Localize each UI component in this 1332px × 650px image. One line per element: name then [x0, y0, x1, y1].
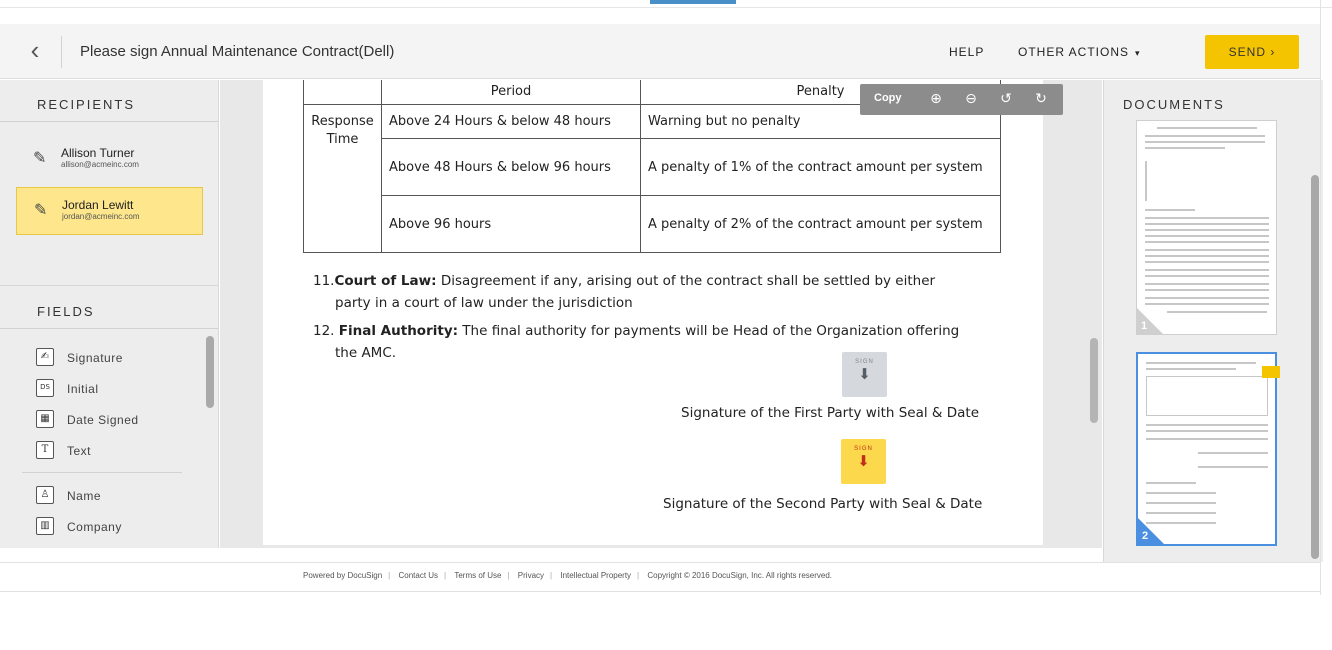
clause-heading: Court of Law:	[334, 273, 437, 289]
table-header-cell: Period	[382, 80, 641, 105]
group-label-line: Time	[326, 132, 359, 147]
clause-court-of-law	[313, 270, 1013, 314]
table-group-cell	[304, 105, 382, 253]
table-cell-penalty: A penalty of 1% of the contract amount per system	[641, 139, 1001, 196]
table-cell-penalty: Warning but no penalty	[641, 105, 1001, 139]
signature-flag-icon	[1262, 366, 1280, 378]
document-scrollbar[interactable]	[1090, 338, 1098, 423]
footer	[0, 562, 1320, 592]
divider	[0, 285, 219, 286]
page-number: 1	[1141, 320, 1148, 332]
group-label-line: Response	[311, 114, 374, 129]
clause-text: Disagreement if any, arising out of the contract shall be settled by either	[436, 273, 936, 289]
download-arrow-icon: ⬇	[857, 453, 870, 470]
back-button[interactable]	[20, 36, 50, 66]
chevron-left-icon: ‹	[30, 35, 40, 65]
sign-tag-label: SIGN	[854, 446, 873, 452]
pen-icon: ✎	[33, 150, 47, 167]
signature-caption-second-party: Signature of the Second Party with Seal & Date	[663, 496, 983, 512]
calendar-icon: ▦	[36, 410, 54, 428]
caret-down-icon: ▾	[1135, 48, 1141, 58]
page-thumbnail-1[interactable]	[1136, 120, 1277, 335]
divider	[22, 472, 182, 473]
table-header-cell: Penalty	[641, 80, 1001, 105]
page-toolbar	[860, 84, 1063, 115]
send-button[interactable]: SEND ›	[1205, 35, 1299, 69]
clause-heading: Final Authority:	[338, 323, 459, 339]
table-cell-period: Above 48 Hours & below 96 hours	[382, 139, 641, 196]
zoom-in-icon[interactable]: ⊕	[930, 91, 942, 107]
recipient-name: Jordan Lewitt	[62, 198, 134, 212]
field-label: Signature	[67, 351, 123, 365]
recipient-name: Allison Turner	[61, 146, 135, 160]
signing-header	[0, 24, 1320, 79]
documents-panel	[1103, 80, 1323, 562]
clause-number: 12.	[313, 323, 335, 339]
document-page	[263, 80, 1043, 545]
field-label: Initial	[67, 382, 99, 396]
window-edge	[1320, 0, 1321, 595]
copy-button[interactable]: Copy	[874, 92, 902, 104]
table-row	[304, 196, 1001, 253]
field-label: Company	[67, 520, 122, 534]
field-label: Name	[67, 489, 102, 503]
left-panel	[0, 80, 219, 548]
other-actions-menu[interactable]	[1018, 45, 1141, 59]
contact-us-link[interactable]: Contact Us	[398, 571, 439, 580]
sign-tag-second-party[interactable]	[841, 439, 886, 484]
footer-links: Powered by DocuSign | Contact Us | Terms of Use | Privacy | Intellectual Property | Copyright © 2016 DocuSign, Inc. All rights reserved.	[297, 571, 838, 580]
field-label: Date Signed	[67, 413, 139, 427]
left-panel-scrollbar[interactable]	[206, 336, 214, 408]
table-cell-period: Above 96 hours	[382, 196, 641, 253]
field-label: Text	[67, 444, 92, 458]
table-row	[304, 139, 1001, 196]
copyright-text: Copyright © 2016 DocuSign, Inc. All rights reserved.	[647, 571, 833, 580]
divider	[0, 121, 219, 122]
clause-text: The final authority for payments will be Head of the Organization offering	[458, 323, 960, 339]
clause-continuation: the AMC.	[335, 345, 397, 361]
table-cell-period: Above 24 Hours & below 48 hours	[382, 105, 641, 139]
documents-heading: DOCUMENTS	[1123, 97, 1225, 112]
other-actions-label: OTHER ACTIONS	[1018, 45, 1130, 59]
rotate-right-icon[interactable]: ↻	[1035, 91, 1047, 107]
company-icon: ▥	[36, 517, 54, 535]
sign-tag-first-party[interactable]	[842, 352, 887, 397]
page-number: 2	[1142, 530, 1149, 542]
table-cell-penalty: A penalty of 2% of the contract amount per system	[641, 196, 1001, 253]
initial-icon: DS	[36, 379, 54, 397]
intellectual-property-link[interactable]: Intellectual Property	[560, 571, 632, 580]
zoom-out-icon[interactable]: ⊖	[965, 91, 977, 107]
privacy-link[interactable]: Privacy	[517, 571, 545, 580]
terms-of-use-link[interactable]: Terms of Use	[454, 571, 502, 580]
top-strip	[0, 0, 1332, 8]
clause-continuation: party in a court of law under the jurisdiction	[335, 295, 633, 311]
rotate-left-icon[interactable]: ↺	[1000, 91, 1012, 107]
divider	[0, 328, 219, 329]
pen-icon: ✎	[34, 202, 48, 219]
recipient-jordan-lewitt[interactable]	[16, 187, 203, 235]
page-thumbnail-2[interactable]	[1136, 352, 1277, 546]
download-arrow-icon: ⬇	[858, 366, 871, 383]
clause-number: 11.	[313, 273, 335, 289]
person-icon: ♙	[36, 486, 54, 504]
powered-by-text: Powered by DocuSign	[303, 571, 383, 580]
recipient-allison-turner[interactable]	[16, 136, 203, 182]
recipients-heading: RECIPIENTS	[37, 97, 136, 112]
recipient-email: allison@acmeinc.com	[61, 160, 139, 169]
signature-icon: ✍	[36, 348, 54, 366]
help-link[interactable]: HELP	[949, 45, 985, 59]
clause-final-authority	[313, 320, 1013, 364]
document-viewer	[220, 80, 1102, 548]
table-header-cell	[304, 80, 382, 105]
text-icon: T	[36, 441, 54, 459]
recipient-email: jordan@acmeinc.com	[62, 212, 140, 221]
document-title: Please sign Annual Maintenance Contract(Dell)	[80, 43, 395, 60]
signature-caption-first-party: Signature of the First Party with Seal & Date	[681, 405, 980, 421]
fields-heading: FIELDS	[37, 304, 95, 319]
active-tab-indicator	[650, 0, 736, 4]
header-divider	[61, 36, 62, 68]
documents-panel-scrollbar[interactable]	[1311, 175, 1319, 559]
sign-tag-label: SIGN	[855, 359, 874, 365]
